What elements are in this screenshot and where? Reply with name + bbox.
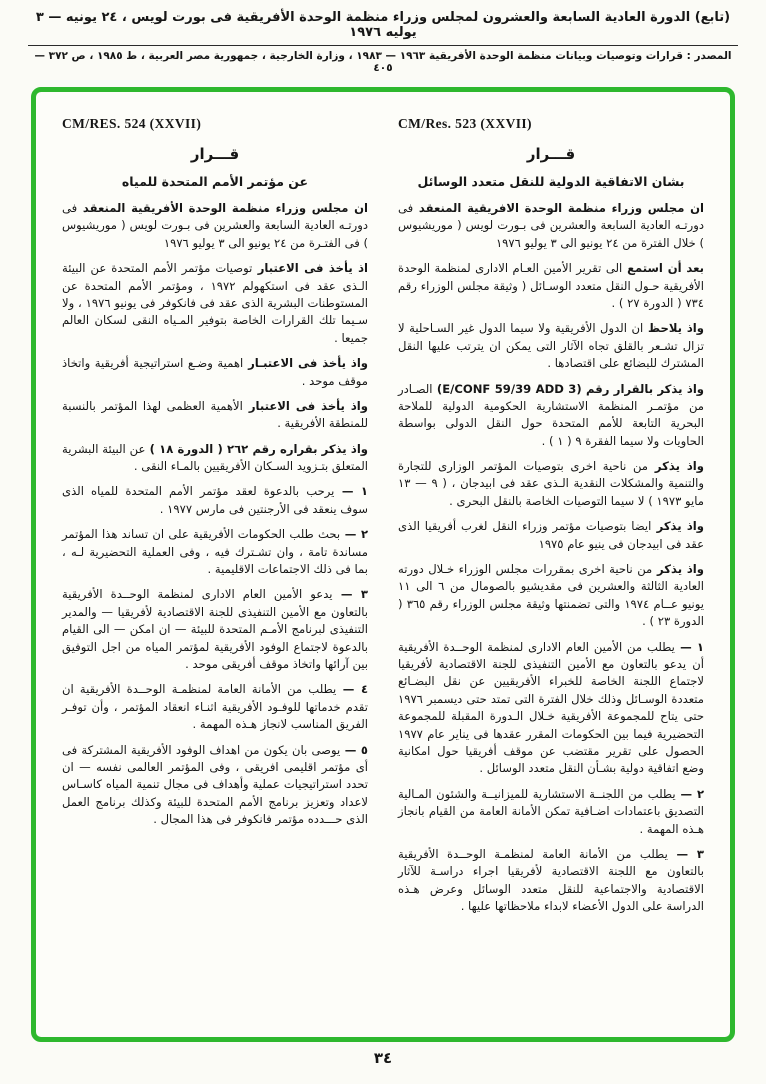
paragraph: بعد أن استمع الى تقرير الأمين العـام الادارى لمنظمة الوحدة الأفريقية حـول النقل متعدد الوسـائل ( وثيقة مجلس الوزراء رقم ٧٣٤ ( الدورة ٢٧ ) . bbox=[398, 261, 704, 310]
paragraph: ٣ — يدعو الأمين العام الادارى لمنظمة الوحــدة الأفريقية بالتعاون مع الأمين التنفيذى للجنة الاقتصادية لأفريقيا — والمدير التنفيذى لبرنامج الأمـم المتحدة للبيئة — ان امكن — الى القيام بالدعوة لاجتماع الوفود الأفريقية لمؤتمر المياه من اجل التوفيق بين آرائها واتخاذ موقف أفريقى موحد . bbox=[62, 587, 368, 671]
resolution-523-subtitle: بشان الاتفاقية الدولية للنقل متعدد الوسائل bbox=[417, 174, 685, 189]
resolution-523 bbox=[398, 116, 704, 1029]
paragraph: واذ يلاحظ ان الدول الأفريقية ولا سيما الدول غير السـاحلية لا تزال تشـعر بالقلق تجاه الآثار التى يمكن ان يترتب عليها النقل المشترك للبضائع على اقتصادها . bbox=[398, 321, 704, 371]
resolution-524 bbox=[62, 116, 368, 1029]
paragraph-lead: ٣ — bbox=[332, 587, 368, 602]
resolution-523-title: قـــرار bbox=[526, 145, 576, 163]
paragraph-lead: ان مجلس وزراء منظمة الوحدة الأفريقية المنعقد bbox=[77, 201, 368, 215]
paragraph-lead: ان مجلس وزراء منظمة الوحدة الافريقية المنعقد bbox=[413, 201, 704, 215]
paragraph: واذ يذكر بقراره رقم ٢٦٢ ( الدورة ١٨ ) عن البيئة البشرية المتعلق بتـزويد السـكان الأفريقيين بالمـاء النقى . bbox=[62, 441, 369, 474]
content-frame bbox=[31, 87, 735, 1042]
paragraph-lead: واذ يأخذ فى الاعتبار bbox=[242, 398, 368, 413]
header-divider bbox=[28, 45, 738, 46]
resolution-524-subtitle: عن مؤتمر الأمم المتحدة للمياه bbox=[121, 174, 309, 189]
paragraph-lead: ٢ — bbox=[340, 527, 369, 542]
resolution-523-body bbox=[398, 200, 704, 915]
paragraph: واذ يأخذ فى الاعتبار الأهمية العظمى لهذا المؤتمر بالنسبة للمنطقة الأفريقية . bbox=[62, 398, 368, 431]
paragraph: ان مجلس وزراء منظمة الوحدة الافريقية المنعقد فى دورتـه العادية السابعة والعشرين فى بـورت لويس ( موريشيوس ) خلال الفترة من ٢٤ يونيو الى ٣ يوليو ١٩٧٦ bbox=[398, 201, 704, 250]
two-column-layout bbox=[62, 116, 704, 1029]
paragraph-lead: واذ يلاحظ bbox=[643, 321, 704, 336]
paragraph-lead: ٢ — bbox=[675, 786, 705, 801]
paragraph: ٣ — يطلب من الأمانة العامة لمنظمـة الوحــدة الأفريقية بالتعاون مع اللجنة الاقتصادية لأفريقيا اجراء دراسـة للآثار الاقتصادية والاجتماعية للنقل متعدد الوسائل وعرض هـذه الدراسة على الدول الأعضاء لابداء ملاحظاتها عليها . bbox=[398, 846, 704, 914]
paragraph-lead: ٥ — bbox=[340, 742, 368, 757]
paragraph: واذ يأخذ فى الاعتبـار اهمية وضـع استراتيجية أفريقية واتخاذ موقف موحد . bbox=[62, 356, 369, 388]
resolution-524-body bbox=[62, 200, 368, 829]
paragraph: واذ يذكر بالقرار رقم (E/CONF 59/39 ADD 3) الصـادر من مؤتمـر المنظمة الاستشارية الحكومية الدولية للملاحة البحرية التابعة للأمم المتحدة حول النقل الدولى بواسطة الحاويات ولا سيما الفقرة ٩ ( ١ ) . bbox=[398, 381, 704, 448]
paragraph: ١ — يرحب بالدعوة لعقد مؤتمر الأمم المتحدة للمياه الذى سوف ينعقد فى الأرجنتين فى مارس ١٩٧٧ . bbox=[62, 484, 368, 516]
paragraph-lead: واذ يذكر بالقرار رقم (E/CONF 59/39 ADD 3) bbox=[432, 381, 704, 396]
paragraph-lead: واذ يأخذ فى الاعتبـار bbox=[243, 356, 369, 371]
paragraph-lead: بعد أن استمع bbox=[622, 261, 704, 276]
resolution-524-title: قـــرار bbox=[190, 145, 240, 163]
paragraph-lead: واذ يذكر bbox=[651, 519, 704, 534]
paragraph: اذ يأخذ فى الاعتبار توصيات مؤتمر الأمم المتحدة عن البيئة الـذى عقد فى استكهولم ١٩٧٢ ، ومؤتمر الأمم المتحدة عن المستوطنات البشرية الذى عقد فى فانكوفر فى يونيو ١٩٧٦ ، ولا سـيما تلك القرارات الخاصة بتوفير المـياه النقى لسكان العالم جميعا . bbox=[62, 261, 368, 345]
paragraph: ٤ — يطلب من الأمانة العامة لمنظمـة الوحــدة الأفريقية ان تقدم خدماتها للوفـود الأفريقية اثنـاء انعقاد المؤتمر ، وأن توفـر الفريق المناسب لانجاز هـذه المهمة . bbox=[62, 682, 369, 732]
resolution-524-ref: CM/RES. 524 (XXVII) bbox=[62, 116, 202, 131]
paragraph: ٢ — بحث طلب الحكومات الأفريقية على ان تساند هذا المؤتمر مساندة تامة ، وان تشـترك فيه ، وفى العملية التحضيرية لـه ، بما فى ذلك الاجتماعات الاقليمية . bbox=[62, 527, 369, 577]
page-header bbox=[0, 0, 766, 74]
paragraph-lead: اذ يأخذ فى الاعتبار bbox=[252, 261, 368, 276]
paragraph: واذ يذكر من ناحية اخرى بتوصيات المؤتمر الوزارى للتجارة والتنمية والمشكلات النقدية الـذى عقد فى ابيدجان ، ( ٩ — ١٣ مايو ١٩٧٣ ) لا سيما التوصيات الخاصة بالنقل البحرى . bbox=[398, 459, 705, 508]
paragraph-lead: واذ يذكر bbox=[648, 459, 704, 474]
paragraph: ١ — يطلب من الأمين العام الادارى لمنظمة الوحــدة الأفريقية أن يدعو بالتعاون مع الأمين التنفيذى للجنة الاقتصادية لأفريقيا لاجتماع اللجنة الخاصة للخبراء الأفريقيين عن نقل البضـائع متعددة الوسـائل وذلك خلال الفترة التى تمتد حتى ديسمبر ١٩٧٦ حتى يتاح للمجموعة الأفريقية خـلال الـدورة المقبلة للمجموعة التحضيرية فيما بين الحكومات المقرر عقدها فى يناير عام ١٩٧٧ الحصول على تقرير مقتضب عن موقف أفريقيا حول امكانية وضع اتفاقية دولية بشـأن النقل متعدد الوسائل . bbox=[398, 639, 704, 776]
paragraph-lead: ٤ — bbox=[336, 682, 369, 697]
paragraph: واذ يذكر ايضا بتوصيات مؤتمر وزراء النقل لغرب أفريقيا الذى عقد فى ابيدجان فى ينيو عام ١٩٧٥ bbox=[398, 519, 704, 551]
paragraph: ٢ — يطلب من اللجنــة الاستشارية للميزانيــة والشئون المـالية التصديق باعتمادات اضـافية تمكن الأمانة العامة من القيام بانجاز هـذه المهمة . bbox=[398, 786, 705, 836]
header-source-line: المصدر : قرارات وتوصيات وبيانات منظمة الوحدة الأفريقية ١٩٦٣ — ١٩٨٣ ، وزارة الخارجية ، جمهورية مصر العربية ، ط ١٩٨٥ ، ص ٣٧٢ — ٤٠٥ bbox=[34, 50, 732, 74]
page-number: ٣٤ bbox=[373, 1049, 393, 1067]
paragraph: واذ يذكر من ناحية اخرى بمقررات مجلس الوزراء خـلال دورته العادية الثالثة والعشرين فى مقديشيو بالصومال من ٦ الى ١١ يونيو عــام ١٩٧٤ والتى تضمنتها وثيقة مجلس الوزراء رقم ٣٦٥ ( الدورة ٢٣ ) . bbox=[398, 562, 705, 629]
paragraph: ٥ — يوصى بان يكون من اهداف الوفود الأفريقية المشتركة فى أى مؤتمر اقليمى افريقى ، وفى المؤتمر العالمى نفسه — ان تحدد استراتيجيات عملية وأهداف فى مجال تنمية المياه كاسـاس لاعداد وتعزيز برنامج الأمم المتحدة للبيئة وكذلك برنامج العمل الذى حـــدده مؤتمر فانكوفر فى هذا المجال . bbox=[62, 742, 368, 827]
paragraph-lead: ١ — bbox=[674, 639, 704, 654]
paragraph-lead: واذ يذكر بقراره رقم ٢٦٢ ( الدورة ١٨ ) bbox=[145, 441, 369, 456]
paragraph-lead: واذ يذكر bbox=[652, 562, 704, 577]
header-session-title: (تابع) الدورة العادية السابعة والعشرون لمجلس وزراء منظمة الوحدة الأفريقية فى بورت لويس ، ٢٤ يونيه — ٣ يوليه ١٩٧٦ bbox=[35, 10, 731, 40]
paragraph-lead: ١ — bbox=[334, 484, 368, 499]
resolution-523-ref: CM/Res. 523 (XXVII) bbox=[398, 116, 532, 131]
paragraph: ان مجلس وزراء منظمة الوحدة الأفريقية المنعقد فى دورتـه العادية السابعة والعشرين فى بـورت لويس ( موريشيوس ) فى الفتـرة من ٢٤ يونيو الى ٣ يوليو ١٩٧٦ bbox=[62, 201, 368, 250]
paragraph-lead: ٣ — bbox=[667, 846, 704, 861]
